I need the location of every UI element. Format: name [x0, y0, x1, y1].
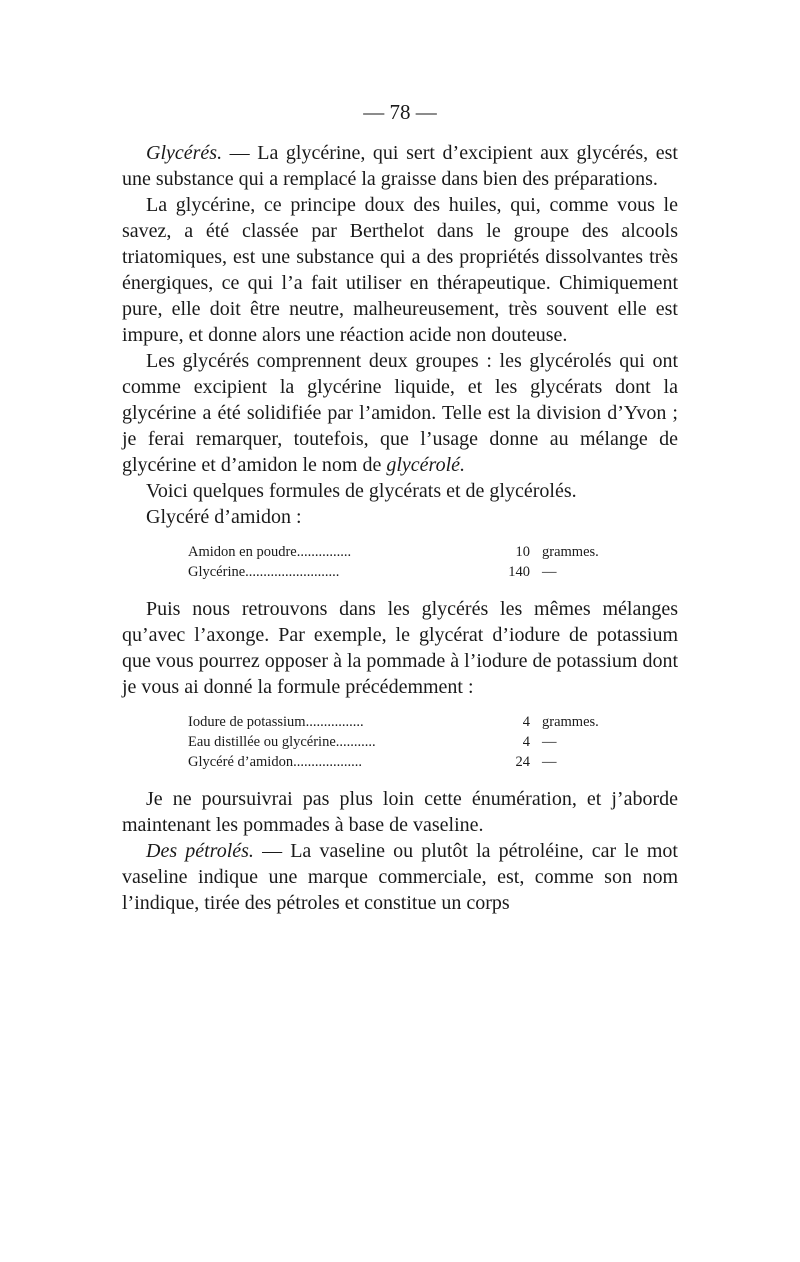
ingredient-name: Eau distillée ou glycérine........... — [188, 734, 376, 750]
paragraph-groupes — [122, 348, 678, 478]
recipe-row — [188, 542, 678, 562]
ingredient-name: Iodure de potassium................ — [188, 714, 364, 730]
section-title-glyceres: Glycérés. — [146, 142, 223, 164]
paragraph-groupes-text: Les glycérés comprennent deux groupes : les glycérolés qui ont comme excipient la glycérine liquide, et les glycérats dont la glycérine a été solidifiée par l’amidon. Telle est la division d’Yvon ; je ferai remarquer, toutefois, que l’usage donne au mélange de glycérine et d’amidon le nom de — [122, 350, 678, 476]
page-number: — 78 — — [363, 100, 437, 124]
term-glycerole: glycérolé. — [386, 454, 466, 476]
paragraph-enumeration: Je ne poursuivrai pas plus loin cette énumération, et j’aborde maintenant les pommades à base de vaseline. — [122, 788, 678, 836]
body-text — [122, 140, 678, 916]
ingredient-unit: — — [542, 734, 557, 750]
ingredient-unit: — — [542, 564, 557, 580]
ingredient-qty: 10 — [515, 544, 530, 560]
paragraph-glycerine: La glycérine, ce principe doux des huiles, qui, comme vous le savez, a été classée par Berthelot dans le groupe des alcools triatomiques, est une substance qui a des propriétés dissolvantes très énergiques, ce qui l’a fait utiliser en thérapeutique. Chimiquement pure, elle doit être neutre, malheureusement, très souvent elle est impure, et donne alors une réaction acide non douteuse. — [122, 194, 678, 346]
recipe-glycere-amidon — [188, 542, 678, 582]
recipe-glycerat-iodure — [188, 712, 678, 772]
ingredient-qty: 4 — [522, 734, 530, 750]
ingredient-unit: grammes. — [542, 714, 599, 730]
ingredient-name: Glycérine.......................... — [188, 564, 340, 580]
recipe-row — [188, 752, 678, 772]
recipe-row — [188, 562, 678, 582]
paragraph-glyceres — [122, 140, 678, 192]
ingredient-name: Amidon en poudre............... — [188, 544, 352, 560]
paragraph-formules: Voici quelques formules de glycérats et de glycérolés. — [146, 480, 577, 502]
ingredient-unit: — — [542, 754, 557, 770]
paragraph-melanges: Puis nous retrouvons dans les glycérés les mêmes mélanges qu’avec l’axonge. Par exemple, le glycérat d’iodure de potassium que vous pourrez opposer à la pommade à l’iodure de potassium dont je vous ai donné la formule précédemment : — [122, 598, 678, 698]
paragraph-petroles-text: — La vaseline ou plutôt la pétroléine, car le mot vaseline indique une marque commerciale, est, comme son nom l’indique, tirée des pétroles et constitue un corps — [122, 840, 678, 914]
section-title-petroles: Des pétrolés. — [146, 840, 254, 862]
ingredient-unit: grammes. — [542, 544, 599, 560]
ingredient-qty: 4 — [522, 714, 530, 730]
paragraph-glyceres-text: — La glycérine, qui sert d’excipient aux glycérés, est une substance qui a remplacé la graisse dans bien des préparations. — [122, 142, 678, 190]
paragraph-petroles — [122, 838, 678, 916]
ingredient-name: Glycéré d’amidon................... — [188, 754, 362, 770]
ingredient-qty: 140 — [508, 564, 530, 580]
paragraph-glycere-amidon: Glycéré d’amidon : — [146, 506, 302, 528]
recipe-row — [188, 732, 678, 752]
ingredient-qty: 24 — [515, 754, 530, 770]
recipe-row — [188, 712, 678, 732]
